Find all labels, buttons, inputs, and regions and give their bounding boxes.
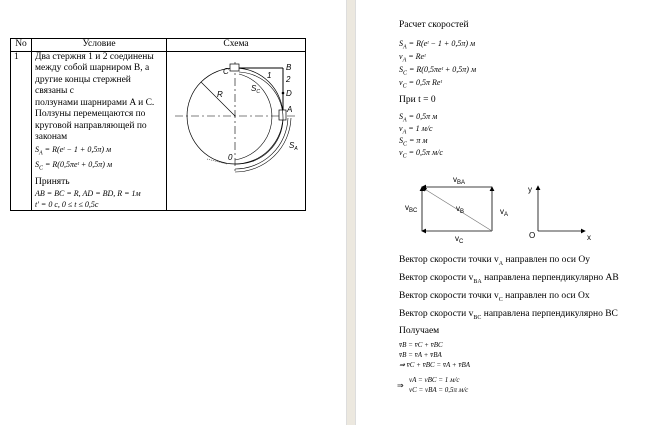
statement: Вектор скорости $v_{BA}$ направлена перпендикулярно АВ: [399, 273, 619, 285]
condition-line: законам: [35, 132, 68, 142]
label-c: C: [223, 66, 229, 76]
result-label: Получаем: [399, 326, 440, 336]
section-title: Расчет скоростей: [399, 20, 469, 30]
label-vba: $v_{BA}$: [453, 175, 466, 186]
header-scheme: Схема: [167, 39, 306, 52]
condition-line: Два стержня 1 и 2 соединены: [35, 51, 154, 62]
axis-x-label: x: [587, 233, 591, 242]
implies-arrow: ⇒: [397, 381, 404, 390]
label-a: A: [287, 104, 293, 114]
vector-equations: [399, 340, 470, 370]
label-b: B: [286, 62, 292, 72]
law-c: $S_C$ = R(0,5πeᵗ + 0,5π) м: [35, 160, 113, 172]
scheme-cell: [167, 51, 306, 211]
label-sa: $S_A$: [289, 140, 298, 152]
label-vb: $v_B$: [456, 204, 465, 215]
label-d: D: [286, 88, 292, 98]
given-1: AB = BC = R, AD = BD, R = 1м: [35, 189, 141, 199]
equation: v̄B = v̄A + v̄BA: [399, 351, 442, 359]
label-zero: 0: [228, 152, 233, 162]
statement: Вектор скорости $v_{BC}$ направлена перпендикулярно ВС: [399, 309, 618, 321]
origin-label: O: [529, 231, 536, 240]
final-result: vC = vBA = 0,5π м/с: [409, 386, 469, 394]
at-t0-label: При t = 0: [399, 95, 436, 105]
page-separator: [346, 0, 356, 425]
condition-line: другие концы стержней связаны с: [35, 74, 131, 96]
equation: ⇒ v̄C + v̄BC = v̄A + v̄BA: [399, 361, 471, 369]
accept-label: Принять: [35, 176, 70, 187]
label-2: 2: [286, 74, 291, 84]
label-vc: $v_C$: [455, 234, 464, 245]
axis-y-label: y: [528, 185, 532, 194]
formulas-t0: $S_A = 0,5\pi$ м $v_A = 1$ м/с $S_C = \pi$ м $v_C = 0,5\pi$ м/с: [399, 112, 443, 160]
task-table: [10, 38, 306, 211]
condition-cell: [32, 51, 167, 211]
label-va: $v_A$: [500, 207, 509, 218]
header-condition: Условие: [32, 39, 167, 52]
label-vbc: $v_{BC}$: [405, 203, 418, 214]
mechanism-scheme: [167, 52, 307, 195]
statement: Вектор скорости точки $v_C$ направлен по оси Ох: [399, 291, 590, 303]
header-no: No: [11, 39, 32, 52]
formulas-general: $S_A$ = R(eᵗ − 1 + 0,5π) м $v_A$ = Reᵗ $S_C$ = R(0,5πeᵗ + 0,5π) м $v_C = 0,5\pi$ Reᵗ: [399, 39, 477, 90]
condition-line: Ползуны перемещаются по: [35, 109, 146, 119]
law-a: $S_A$ = R(eᵗ − 1 + 0,5π) м: [35, 144, 112, 157]
condition-line: ползунами шарнирами A и C.: [35, 97, 155, 108]
final-results: [409, 375, 468, 395]
label-1: 1: [267, 70, 272, 80]
velocity-diagram: [395, 168, 595, 248]
statement: Вектор скорости точки $v_A$ направлен по оси Оу: [399, 255, 590, 267]
condition-line: круговой направляющей по: [35, 120, 147, 131]
label-sc: $S_C$: [251, 83, 260, 95]
condition-line: между собой шарниром B, а: [35, 63, 150, 73]
given-2: t' = 0 c, 0 ≤ t ≤ 0,5c: [35, 200, 99, 210]
row-number: 1: [11, 51, 32, 211]
final-result: vA = vBC = 1 м/с: [409, 376, 460, 384]
equation: v̄B = v̄C + v̄BC: [399, 341, 443, 349]
label-r: R: [217, 89, 223, 99]
